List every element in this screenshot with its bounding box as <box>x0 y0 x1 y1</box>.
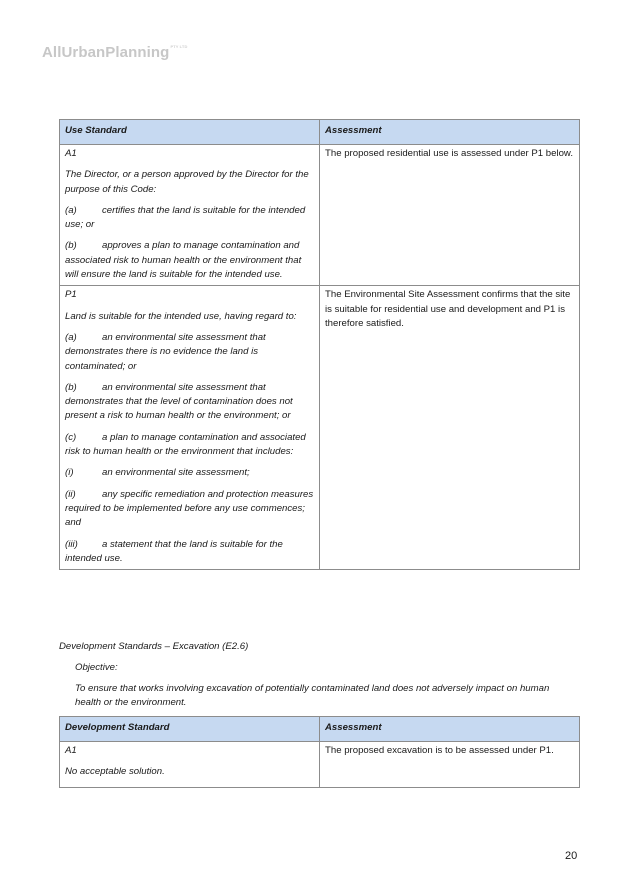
list-item <box>65 538 314 567</box>
standard-code: P1 <box>65 289 77 301</box>
item-text: an environmental site assessment; <box>102 467 250 479</box>
table-header-row <box>60 120 580 145</box>
standard-code: A1 <box>65 745 77 756</box>
development-standard-header: Development Standard <box>60 717 320 742</box>
assessment-header: Assessment <box>320 717 580 742</box>
standard-cell-a1 <box>60 145 320 286</box>
item-label: (iii) <box>65 538 78 550</box>
item-label: (b) <box>65 240 77 252</box>
table-row-a1 <box>60 145 580 286</box>
standard-cell-p1 <box>60 286 320 570</box>
list-item <box>65 466 314 480</box>
company-logo <box>42 44 187 61</box>
list-item <box>65 488 314 531</box>
use-standard-table <box>59 119 580 570</box>
use-standard-header: Use Standard <box>60 120 320 145</box>
objective-text: To ensure that works involving excavation of potentially contaminated land does not adversely impact on human health or the environment. <box>75 683 550 709</box>
item-text: approves a plan to manage contamination and associated risk to human health or the environment that will ensure the land is suitable for the intended use. <box>65 240 302 281</box>
assessment-cell-a1: The proposed excavation is to be assessed under P1. <box>320 742 580 788</box>
list-item <box>65 204 314 233</box>
item-label: (b) <box>65 381 77 393</box>
logo-mark: PTY LTD <box>170 44 188 49</box>
standard-intro: Land is suitable for the intended use, having regard to: <box>65 310 297 322</box>
logo-text: AllUrbanPlanning <box>42 44 170 61</box>
item-label: (a) <box>65 331 77 343</box>
list-item <box>65 381 314 424</box>
standard-cell-a1 <box>60 742 320 788</box>
assessment-cell-p1: The Environmental Site Assessment confirms that the site is suitable for residential use and development and P1 is therefore satisfied. <box>320 286 580 570</box>
list-item <box>65 431 314 460</box>
item-label: (a) <box>65 204 77 216</box>
item-text: a plan to manage contamination and associated risk to human health or the environment that includes: <box>65 431 306 458</box>
list-item <box>65 331 314 374</box>
item-text: any specific remediation and protection measures required to be implemented before any use commences; and <box>65 488 314 529</box>
assessment-cell-a1: The proposed residential use is assessed under P1 below. <box>320 145 580 286</box>
page-number: 20 <box>565 850 578 862</box>
item-text: an environmental site assessment that demonstrates that the level of contamination does not present a risk to human health or the environment; or <box>65 381 293 422</box>
standard-code: A1 <box>65 148 77 159</box>
objective-label: Objective: <box>75 662 118 673</box>
item-label: (i) <box>65 467 74 479</box>
item-text: certifies that the land is suitable for the intended use; or <box>65 204 306 231</box>
item-label: (ii) <box>65 488 76 500</box>
table-header-row <box>60 717 580 742</box>
standard-intro: The Director, or a person approved by the Director for the purpose of this Code: <box>65 169 309 195</box>
standard-text: No acceptable solution. <box>65 766 165 778</box>
section-heading: Development Standards – Excavation (E2.6) <box>59 641 249 652</box>
item-label: (c) <box>65 431 77 443</box>
item-text: a statement that the land is suitable for the intended use. <box>65 538 283 564</box>
item-text: an environmental site assessment that demonstrates there is no evidence the land is contaminated; or <box>65 331 266 372</box>
table-row-a1 <box>60 742 580 788</box>
table-row-p1 <box>60 286 580 570</box>
development-standard-table <box>59 716 580 788</box>
assessment-header: Assessment <box>320 120 580 145</box>
list-item <box>65 239 314 282</box>
